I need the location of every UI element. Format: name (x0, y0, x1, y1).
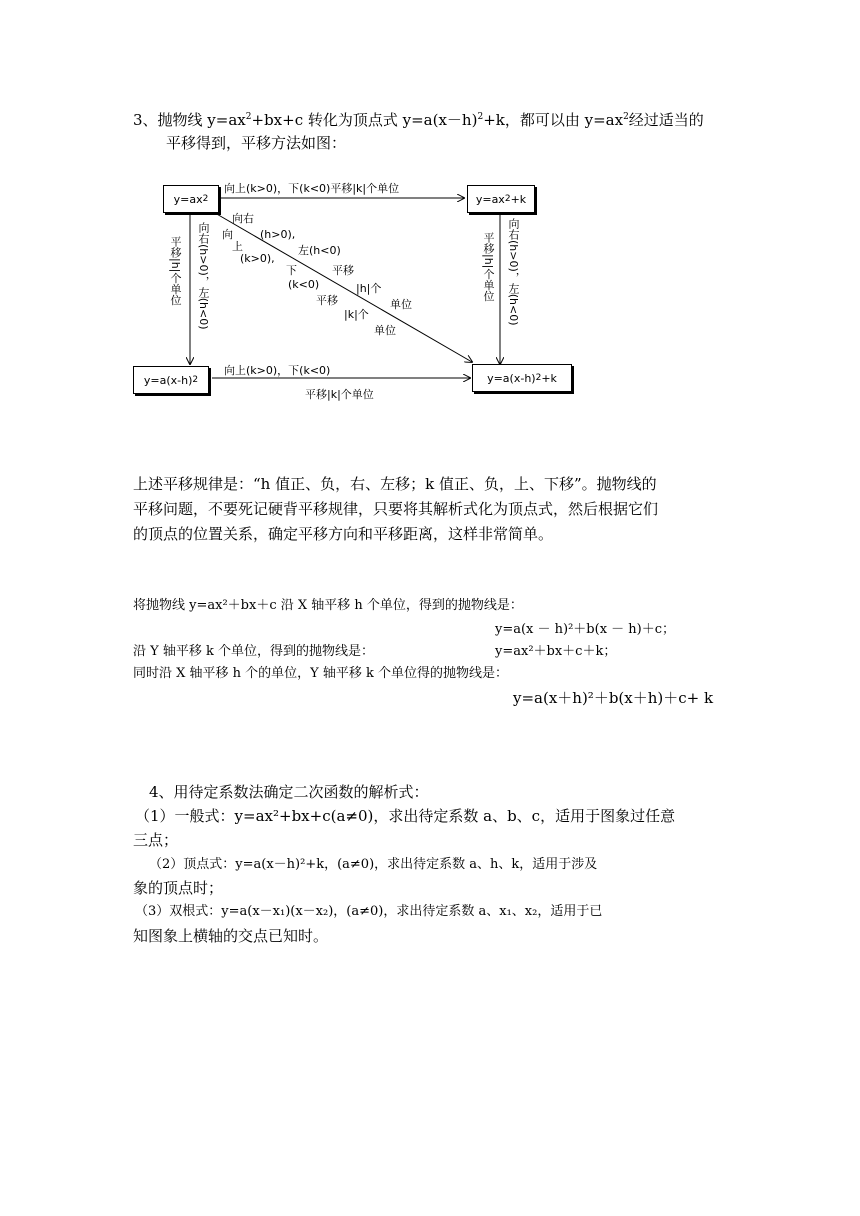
shift-line-1-result: y=a(x － h)²＋b(x － h)＋c； (495, 622, 676, 637)
rule-line-3: 的顶点的位置关系，确定平移方向和平移距离，这样非常简单。 (133, 525, 554, 543)
rule-line-1: 上述平移规律是：“h 值正、负，右、左移；k 值正、负，上、下移”。抛物线的 (133, 475, 657, 493)
shift-line-3-result: y=a(x＋h)²＋b(x＋h)＋c+ k (513, 689, 714, 707)
section4-p2-l1: （2）顶点式：y=a(x－h)²+k，(a≠0)，求出待定系数 a、h、k，适用于涉及 (149, 857, 598, 872)
rule-line-2: 平移问题，不要死记硬背平移规律，只要将其解析式化为顶点式，然后根据它们 (133, 500, 659, 518)
top-arrow-label: 向上(k>0)，下(k<0)平移|k|个单位 (224, 182, 400, 195)
diag-label: (k<0) (288, 278, 320, 291)
text: +k，都可以由 y=ax (483, 111, 624, 129)
diag-label: |k|个 (344, 308, 369, 321)
sup: 2 (192, 375, 199, 385)
box-bottom-right (472, 364, 572, 392)
right-vert-inner: 向右(h>0)，左(h<0) (507, 218, 520, 326)
sup: 2 (504, 194, 511, 204)
diag-label: 向 (222, 228, 233, 241)
section4-p1-l1: （1）一般式：y=ax²+bx+c(a≠0)，求出待定系数 a、b、c，适用于图象过任意 (135, 807, 676, 825)
text: 经过适当的 (628, 111, 704, 129)
section4-p2-l2: 象的顶点时； (133, 879, 224, 897)
right-vert-outer: 平移|h|个单位 (482, 232, 495, 302)
text: +bx+c 转化为顶点式 y=a(x－h) (251, 111, 478, 129)
text: y=ax (475, 192, 505, 206)
section3-line2: 平移得到，平移方法如图： (166, 134, 347, 152)
diag-label: 上 (232, 240, 243, 253)
section4-p3-l1: （3）双根式：y=a(x－x₁)(x－x₂)，(a≠0)，求出待定系数 a、x₁、x₂，适用于已 (135, 904, 603, 919)
diag-label: 左(h<0) (298, 244, 341, 257)
sup: 2 (623, 112, 629, 122)
text: +k (541, 371, 557, 385)
box-top-left (163, 185, 219, 213)
box-bottom-left (133, 366, 209, 394)
sup: 2 (535, 373, 542, 383)
sup: 2 (202, 194, 209, 204)
shift-line-1: 将抛物线 y=ax²＋bx＋c 沿 X 轴平移 h 个单位，得到的抛物线是： (133, 598, 523, 613)
text: 3、抛物线 y=ax (133, 111, 246, 129)
diag-label: 平移 (332, 264, 354, 277)
text: y=a(x-h) (487, 371, 536, 385)
diag-label: (h>0), (260, 228, 296, 241)
text: y=a(x-h) (143, 373, 193, 387)
left-vert-outer: 平移|h|个单位 (169, 236, 182, 306)
shift-line-3: 同时沿 X 轴平移 h 个的单位，Y 轴平移 k 个单位得的抛物线是： (133, 666, 509, 681)
diag-label: 单位 (374, 324, 396, 337)
shift-line-2: 沿 Y 轴平移 k 个单位，得到的抛物线是： (133, 644, 374, 659)
section4-p1-l2: 三点； (133, 831, 179, 849)
section4-title: 4、用待定系数法确定二次函数的解析式： (149, 783, 429, 801)
sup: 2 (245, 112, 252, 122)
left-vert-inner: 向右(h>0)，左(h<0) (197, 222, 210, 330)
diag-label: 下 (286, 264, 297, 277)
bottom-arrow-label-2: 平移|k|个单位 (305, 388, 374, 401)
section4-p3-l2: 知图象上横轴的交点已知时。 (133, 927, 329, 945)
diag-label: (k>0), (240, 252, 275, 265)
box-top-right (467, 185, 535, 213)
diag-label: 单位 (390, 298, 412, 311)
text: +k (510, 192, 527, 206)
diag-label: 向右 (232, 212, 254, 225)
bottom-arrow-label-1: 向上(k>0)，下(k<0) (224, 364, 331, 377)
sup: 2 (477, 112, 484, 122)
shift-line-2-result: y=ax²＋bx＋c＋k； (495, 644, 617, 659)
diag-label: |h|个 (356, 282, 382, 295)
text: y=ax (173, 192, 203, 206)
diag-label: 平移 (316, 294, 338, 307)
